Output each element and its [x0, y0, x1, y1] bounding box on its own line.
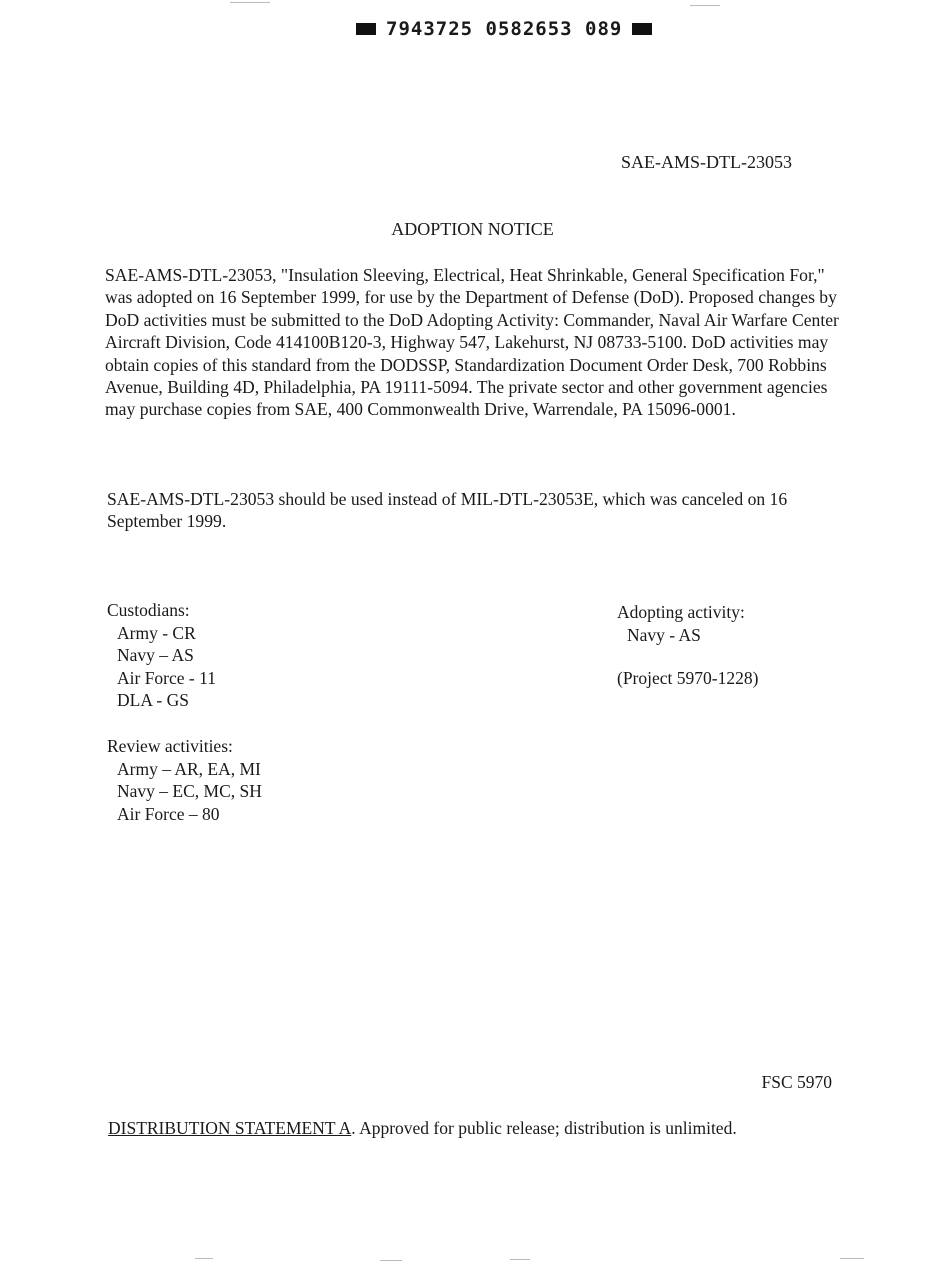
scan-speck	[510, 1259, 530, 1260]
barcode-block-left	[356, 23, 376, 35]
supersession-paragraph: SAE-AMS-DTL-23053 should be used instead of MIL-DTL-23053E, which was canceled on 16 September 1999.	[107, 489, 788, 532]
custodians-list	[107, 599, 216, 712]
barcode-text: 7943725 0582653 089	[386, 18, 623, 40]
page-title: ADOPTION NOTICE	[391, 219, 554, 239]
list-item: Navy - AS	[627, 624, 701, 645]
list-item: Air Force – 80	[117, 803, 220, 824]
list-item: Army - CR	[117, 622, 196, 643]
list-item: Navy – AS	[117, 645, 194, 665]
scan-speck	[380, 1260, 402, 1261]
list-item: DLA - GS	[117, 690, 189, 710]
custodians-heading: Custodians:	[107, 600, 190, 620]
project-number: (Project 5970-1228)	[617, 668, 759, 688]
list-item: Army – AR, EA, MI	[117, 758, 261, 779]
adoption-paragraph: SAE-AMS-DTL-23053, "Insulation Sleeving, Electrical, Heat Shrinkable, General Specification For," was adopted on 16 September 1999, for use by the Department of Defense (DoD). Proposed changes by DoD activities must be submitted to the DoD Adopting Activity: Commander, Naval Air Warfare Center Aircraft Division, Code 414100B120-3, Highway 547, Lakehurst, NJ 08733-5100. DoD activities may obtain copies of this standard from the DODSSP, Standardization Document Order Desk, 700 Robbins Avenue, Building 4D, Philadelphia, PA 19111-5094. The private sector and other government agencies may purchase copies from SAE, 400 Commonwealth Drive, Warrendale, PA 15096-0001.	[105, 265, 839, 420]
adopting-activity-heading: Adopting activity:	[617, 602, 745, 622]
distribution-label: DISTRIBUTION STATEMENT A	[108, 1118, 352, 1138]
list-item: Air Force - 11	[117, 667, 216, 688]
fsc-code: FSC 5970	[761, 1072, 832, 1092]
scan-speck	[195, 1258, 213, 1259]
scan-speck	[690, 5, 720, 6]
adopting-activity-list	[617, 601, 745, 646]
barcode-header	[356, 18, 652, 40]
scan-speck	[840, 1258, 864, 1259]
barcode-block-right	[632, 23, 652, 35]
document-number: SAE-AMS-DTL-23053	[621, 152, 792, 172]
scan-speck	[230, 2, 270, 3]
review-activities-list	[107, 735, 262, 825]
distribution-text: . Approved for public release; distribution is unlimited.	[351, 1118, 737, 1138]
review-activities-heading: Review activities:	[107, 736, 233, 756]
list-item: Navy – EC, MC, SH	[117, 781, 262, 801]
distribution-statement	[108, 1118, 737, 1139]
